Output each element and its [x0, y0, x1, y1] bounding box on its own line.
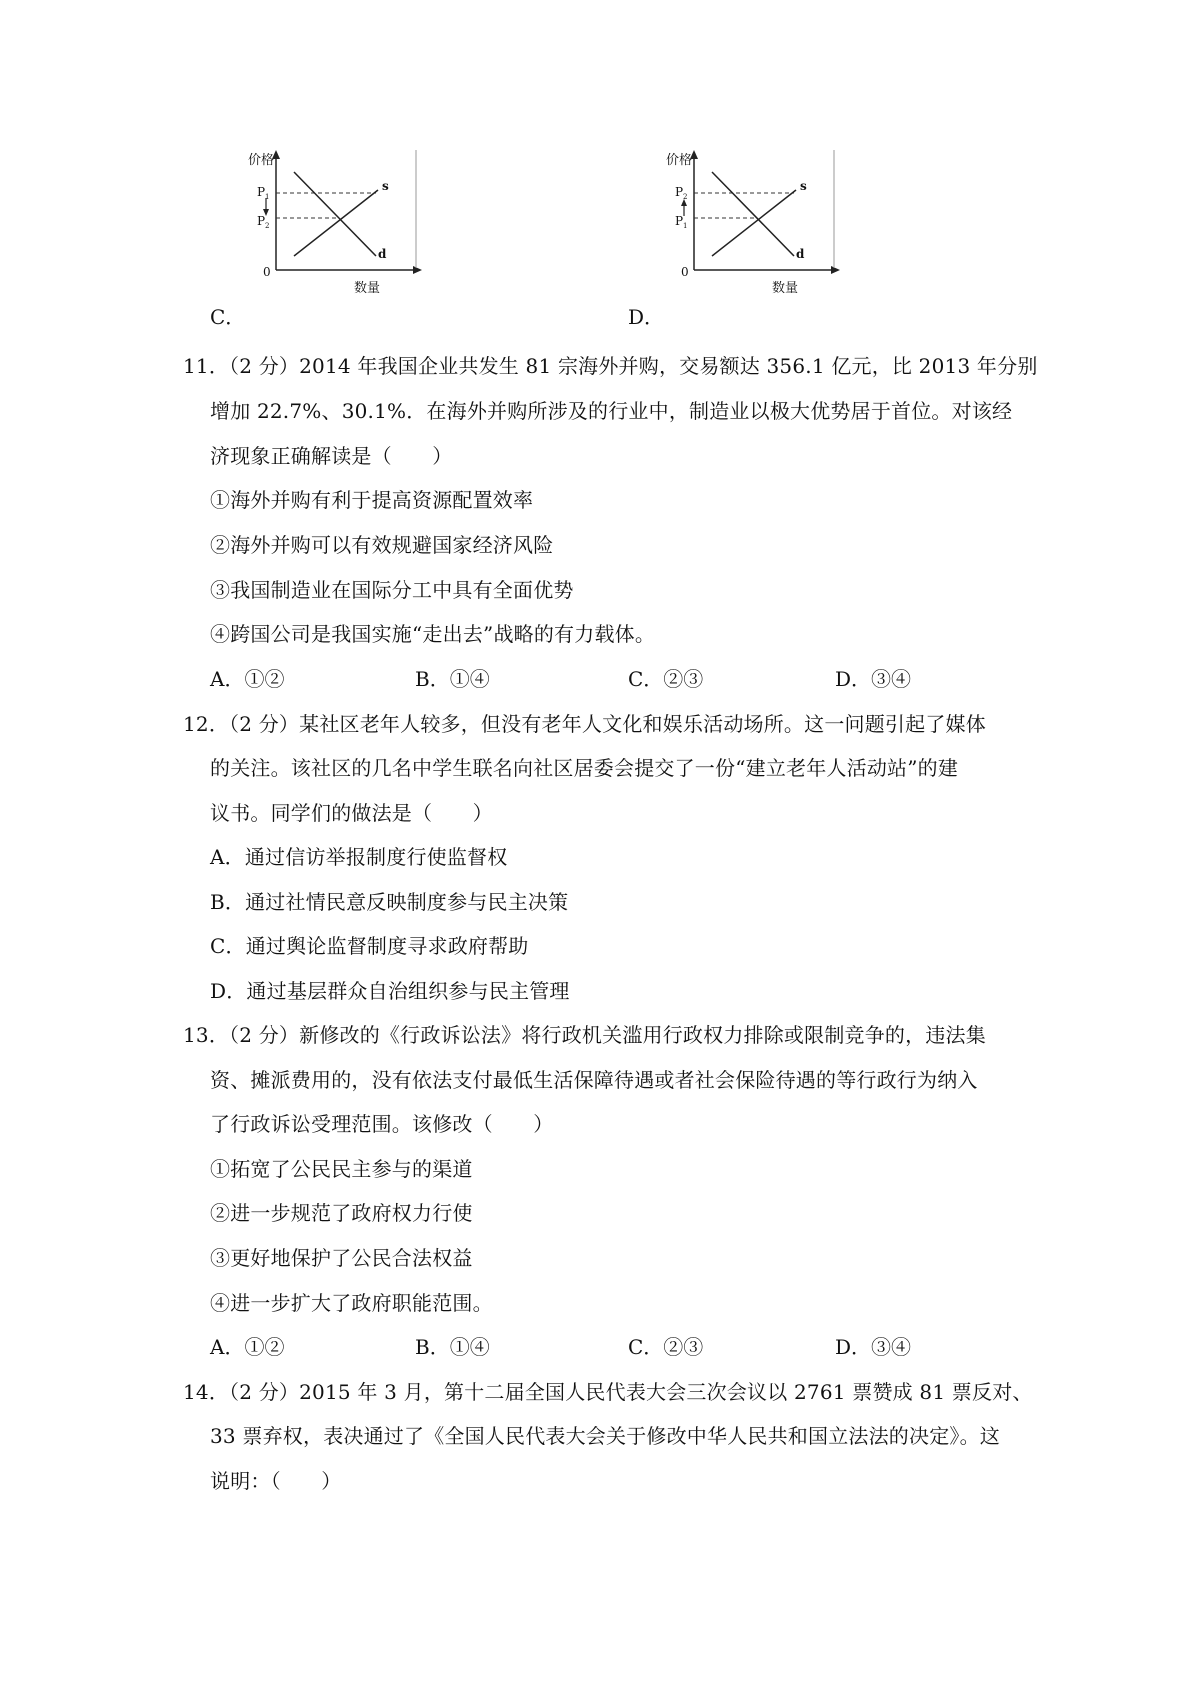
q12-option-a[interactable]: A．通过信访举报制度行使监督权 — [210, 845, 508, 869]
x-axis-label: 数量 — [772, 281, 799, 296]
lower-price-label: P — [257, 214, 266, 228]
option-letter-d: D． — [628, 305, 665, 329]
q12-option-d[interactable]: D．通过基层群众自治组织参与民主管理 — [210, 979, 570, 1003]
demand-label: d — [378, 247, 387, 261]
demand-curve — [712, 172, 794, 256]
q11-option-a[interactable]: A．①② — [210, 667, 285, 691]
demand-label: d — [796, 247, 805, 261]
y-axis-label: 价格 — [248, 153, 275, 168]
supply-demand-graph-c — [246, 150, 426, 300]
q13-line-3: 了行政诉讼受理范围。该修改（ ） — [210, 1112, 554, 1136]
q11-statement-2: ②海外并购可以有效规避国家经济风险 — [210, 533, 554, 557]
q11-statement-1: ①海外并购有利于提高资源配置效率 — [210, 488, 534, 512]
q12-line-1: 12．（2 分）某社区老年人较多，但没有老年人文化和娱乐活动场所。这一问题引起了媒体 — [183, 712, 986, 736]
graph-option-d[interactable] — [628, 150, 848, 330]
q13-statement-1: ①拓宽了公民民主参与的渠道 — [210, 1157, 473, 1181]
upper-price-label: P — [675, 185, 684, 199]
q14-line-1: 14．（2 分）2015 年 3 月，第十二届全国人民代表大会三次会议以 2761 票赞成 81 票反对、 — [183, 1380, 1033, 1404]
x-axis-arrow — [831, 266, 840, 274]
option-letter-c: C． — [210, 305, 246, 329]
q14-line-2: 33 票弃权，表决通过了《全国人民代表大会关于修改中华人民共和国立法法的决定》。这 — [210, 1424, 1001, 1448]
lower-price-sub: 2 — [265, 222, 270, 230]
q13-option-d[interactable]: D．③④ — [835, 1335, 912, 1359]
y-axis-label: 价格 — [666, 153, 693, 168]
upper-price-label: P — [257, 185, 266, 199]
q11-option-b[interactable]: B．①④ — [415, 667, 490, 691]
x-axis-label: 数量 — [354, 281, 381, 296]
q13-option-a[interactable]: A．①② — [210, 1335, 285, 1359]
lower-price-label: P — [675, 214, 684, 228]
upper-price-sub: 1 — [265, 193, 270, 201]
q11-line-3: 济现象正确解读是（ ） — [210, 444, 453, 468]
graph-option-c[interactable] — [210, 150, 430, 330]
q11-line-2: 增加 22.7%、30.1%．在海外并购所涉及的行业中，制造业以极大优势居于首位。对该经 — [210, 399, 1013, 423]
q11-statement-4: ④跨国公司是我国实施“走出去”战略的有力载体。 — [210, 622, 656, 646]
q11-option-c[interactable]: C．②③ — [628, 667, 704, 691]
q12-line-3: 议书。同学们的做法是（ ） — [210, 801, 493, 825]
q12-option-c[interactable]: C．通过舆论监督制度寻求政府帮助 — [210, 934, 529, 958]
upper-price-sub: 2 — [683, 193, 688, 201]
q13-statement-3: ③更好地保护了公民合法权益 — [210, 1246, 473, 1270]
origin-label: 0 — [681, 265, 689, 279]
q13-option-b[interactable]: B．①④ — [415, 1335, 490, 1359]
q11-line-1: 11．（2 分）2014 年我国企业共发生 81 宗海外并购，交易额达 356.1 亿元，比 2013 年分别 — [183, 354, 1038, 378]
q13-option-c[interactable]: C．②③ — [628, 1335, 704, 1359]
q11-statement-3: ③我国制造业在国际分工中具有全面优势 — [210, 578, 574, 602]
supply-demand-graph-d — [664, 150, 844, 300]
q14-line-3: 说明：（ ） — [210, 1469, 342, 1493]
supply-label: s — [800, 179, 807, 193]
q13-statement-2: ②进一步规范了政府权力行使 — [210, 1201, 473, 1225]
origin-label: 0 — [263, 265, 271, 279]
x-axis-arrow — [413, 266, 422, 274]
q12-line-2: 的关注。该社区的几名中学生联名向社区居委会提交了一份“建立老年人活动站”的建 — [210, 756, 959, 780]
q11-option-d[interactable]: D．③④ — [835, 667, 912, 691]
q13-options — [210, 1331, 950, 1361]
q13-statement-4: ④进一步扩大了政府职能范围。 — [210, 1291, 493, 1315]
demand-curve — [294, 172, 376, 256]
q13-line-1: 13．（2 分）新修改的《行政诉讼法》将行政机关滥用行政权力排除或限制竞争的，违法集 — [183, 1023, 986, 1047]
q12-option-b[interactable]: B．通过社情民意反映制度参与民主决策 — [210, 890, 569, 914]
q11-options — [210, 663, 950, 693]
lower-price-sub: 1 — [683, 222, 688, 230]
supply-label: s — [382, 179, 389, 193]
q13-line-2: 资、摊派费用的，没有依法支付最低生活保障待遇或者社会保险待遇的等行政行为纳入 — [210, 1068, 978, 1092]
